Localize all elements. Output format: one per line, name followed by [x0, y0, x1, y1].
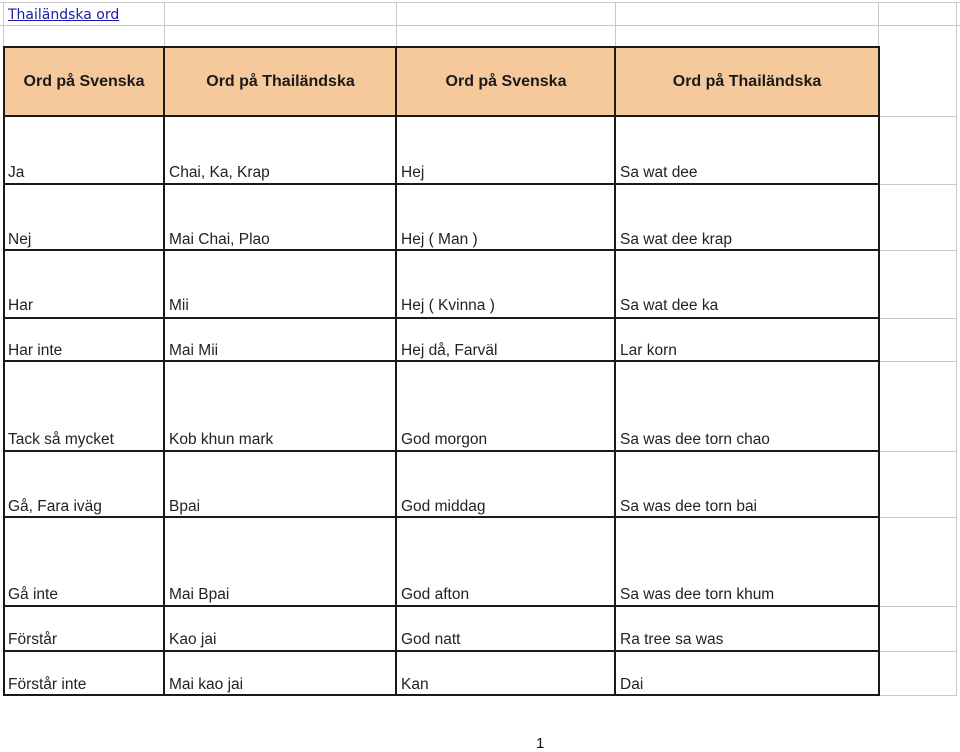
gridline [880, 695, 956, 696]
table-border [878, 46, 880, 696]
table-cell: Hej ( Kvinna ) [401, 297, 495, 314]
gridline [3, 2, 4, 48]
table-border [3, 317, 880, 319]
table-border [3, 694, 880, 696]
table-border [614, 46, 616, 696]
table-cell: Sa was dee torn khum [620, 586, 775, 603]
table-cell: God afton [401, 586, 470, 603]
gridline [878, 2, 879, 48]
table-cell: Chai, Ka, Krap [169, 164, 270, 181]
sheet-title-link[interactable]: Thailändska ord [8, 7, 120, 23]
table-border [395, 46, 397, 696]
table-cell: God natt [401, 631, 461, 648]
table-cell: Kob khun mark [169, 431, 274, 448]
table-cell: Hej ( Man ) [401, 231, 478, 248]
gridline [880, 184, 956, 185]
gridline [880, 606, 956, 607]
table-cell: Ja [8, 164, 25, 181]
table-cell: Kao jai [169, 631, 217, 648]
table-cell: Förstår inte [8, 676, 87, 693]
header-label: Ord på Svenska [445, 73, 567, 90]
table-cell: Har [8, 297, 33, 314]
table-cell: Mii [169, 297, 189, 314]
table-cell: Sa wat dee krap [620, 231, 733, 248]
gridline [880, 451, 956, 452]
table-cell: Sa was dee torn chao [620, 431, 770, 448]
table-border [3, 46, 880, 48]
table-cell: Sa wat dee ka [620, 297, 719, 314]
table-border [3, 249, 880, 251]
table-cell: Mai kao jai [169, 676, 244, 693]
gridline [880, 250, 956, 251]
table-border [3, 650, 880, 652]
table-cell: Tack så mycket [8, 431, 114, 448]
header-label: Ord på Svenska [23, 73, 145, 90]
gridline [615, 2, 616, 48]
gridline [0, 25, 960, 26]
table-cell: Bpai [169, 498, 201, 515]
table-cell: Mai Bpai [169, 586, 230, 603]
gridline [880, 318, 956, 319]
header-label: Ord på Thailändska [672, 73, 822, 90]
table-border [3, 450, 880, 452]
table-cell: Sa was dee torn bai [620, 498, 758, 515]
table-cell: Mai Mii [169, 342, 219, 359]
table-cell: Lar korn [620, 342, 677, 359]
table-cell: Hej [401, 164, 425, 181]
gridline [880, 116, 956, 117]
table-cell: Dai [620, 676, 644, 693]
table-border [3, 46, 5, 696]
table-border [3, 183, 880, 185]
table-border [3, 360, 880, 362]
gridline [880, 361, 956, 362]
table-cell: Kan [401, 676, 429, 693]
table-border [3, 115, 880, 117]
table-cell: Gå inte [8, 586, 58, 603]
table-cell: Förstår [8, 631, 58, 648]
table-cell: Nej [8, 231, 32, 248]
table-cell: Hej då, Farväl [401, 342, 498, 359]
table-cell: God morgon [401, 431, 488, 448]
table-cell: God middag [401, 498, 486, 515]
table-cell: Ra tree sa was [620, 631, 724, 648]
gridline [164, 2, 165, 48]
header-label: Ord på Thailändska [206, 73, 355, 90]
table-cell: Har inte [8, 342, 63, 359]
gridline [880, 651, 956, 652]
table-border [3, 605, 880, 607]
page-number: 1 [536, 735, 545, 752]
table-cell: Gå, Fara iväg [8, 498, 102, 515]
table-cell: Sa wat dee [620, 164, 698, 181]
gridline [956, 2, 957, 696]
gridline [396, 2, 397, 48]
table-border [3, 516, 880, 518]
table-border [163, 46, 165, 696]
table-cell: Mai Chai, Plao [169, 231, 270, 248]
gridline [0, 2, 960, 3]
gridline [880, 517, 956, 518]
